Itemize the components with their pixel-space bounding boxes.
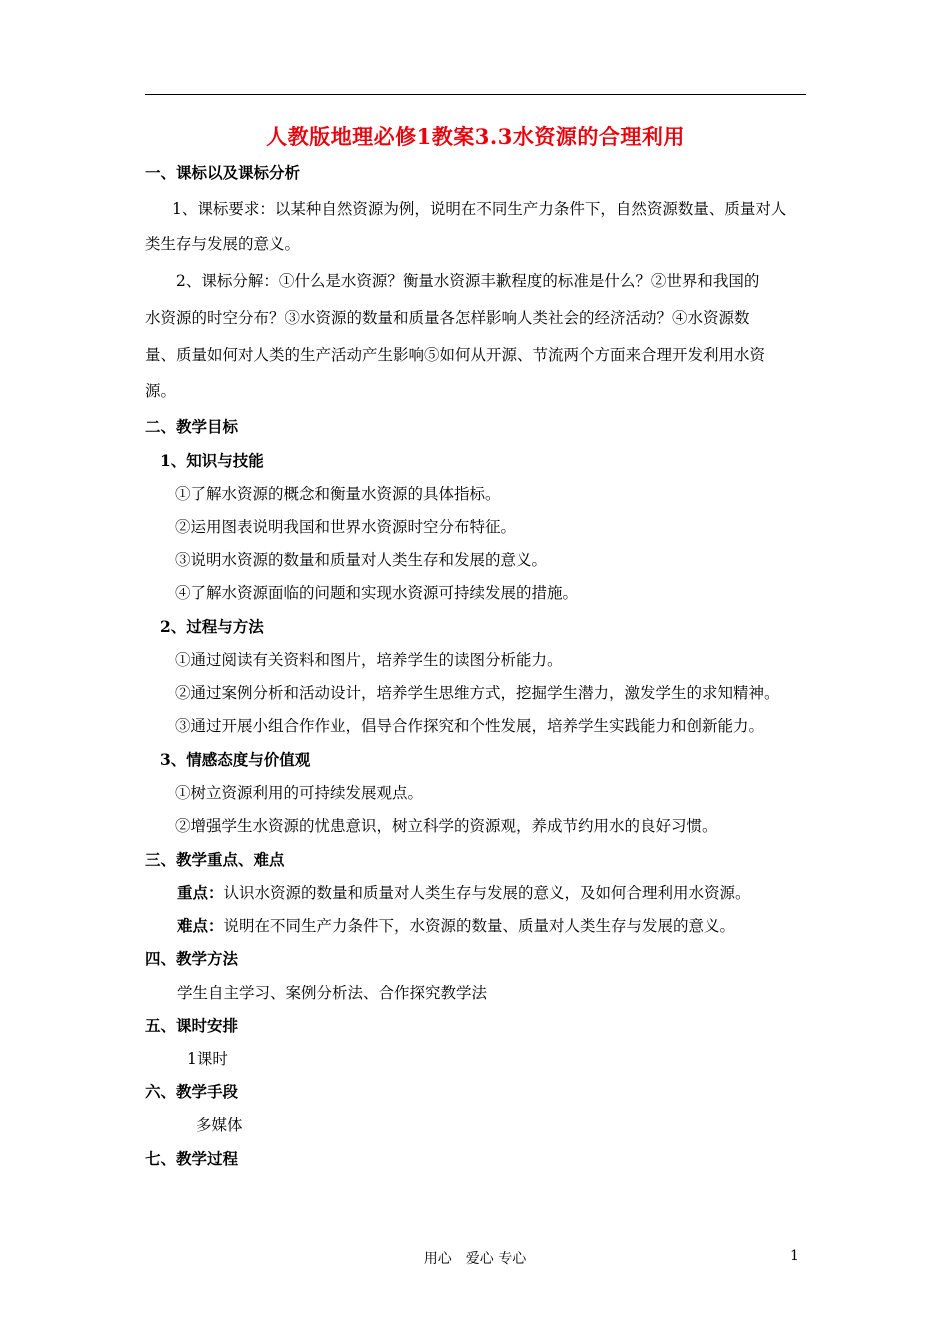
key-text: 认识水资源的数量和质量对人类生存与发展的意义，及如何合理利用水资源。 [223,884,751,902]
s3-difficult-point [177,916,840,936]
difficult-label: 难点： [177,916,224,935]
s5-text: 1课时 [187,1050,228,1068]
s2-m1: ①通过阅读有关资料和图片，培养学生的读图分析能力。 [175,651,563,669]
s1-p2-line3: 量、质量如何对人类的生产活动产生影响⑤如何从开源、节流两个方面来合理开发利用水资 [145,346,766,364]
s2-k4: ④了解水资源面临的问题和实现水资源可持续发展的措施。 [175,584,579,602]
s6-text: 多媒体 [196,1116,243,1134]
header-rule [145,94,806,95]
section-7-heading: 七、教学过程 [145,1149,239,1168]
s2-e1: ①树立资源利用的可持续发展观点。 [175,784,424,802]
s2-m2: ②通过案例分析和活动设计，培养学生思维方式，挖掘学生潜力，激发学生的求知精神。 [175,684,780,702]
page-number: 1 [790,1248,799,1264]
s2-e2: ②增强学生水资源的忧患意识，树立科学的资源观，养成节约用水的良好习惯。 [175,817,718,835]
difficult-text: 说明在不同生产力条件下，水资源的数量、质量对人类生存与发展的意义。 [223,917,736,935]
s1-p2-line4: 源。 [145,382,177,400]
s3-key-point [177,883,840,903]
s1-p1-line1: 1、课标要求：以某种自然资源为例，说明在不同生产力条件下，自然资源数量、质量对人 [172,200,787,218]
s2-k3: ③说明水资源的数量和质量对人类生存和发展的意义。 [175,551,548,569]
s2-knowledge-heading: 1、知识与技能 [160,451,264,470]
s2-k1: ①了解水资源的概念和衡量水资源的具体指标。 [175,485,501,503]
s2-emotion-heading: 3、情感态度与价值观 [160,750,311,769]
s4-text: 学生自主学习、案例分析法、合作探究教学法 [177,984,488,1002]
section-1-heading: 一、课标以及课标分析 [145,163,301,182]
key-label: 重点： [177,883,224,902]
section-4-heading: 四、教学方法 [145,949,239,968]
s2-method-heading: 2、过程与方法 [160,617,264,636]
s2-m3: ③通过开展小组合作作业，倡导合作探究和个性发展，培养学生实践能力和创新能力。 [175,717,765,735]
s1-p1-line2: 类生存与发展的意义。 [145,235,301,253]
document-title: 人教版地理必修1教案3.3水资源的合理利用 [266,124,685,149]
section-5-heading: 五、课时安排 [145,1016,239,1035]
s2-k2: ②运用图表说明我国和世界水资源时空分布特征。 [175,518,517,536]
section-6-heading: 六、教学手段 [145,1082,239,1101]
s1-p2-line1: 2、课标分解：①什么是水资源？衡量水资源丰歉程度的标准是什么？②世界和我国的 [176,272,760,290]
section-3-heading: 三、教学重点、难点 [145,850,285,869]
section-2-heading: 二、教学目标 [145,417,239,436]
footer-motto: 用心 爱心 专心 [423,1251,527,1267]
s1-p2-line2: 水资源的时空分布？③水资源的数量和质量各怎样影响人类社会的经济活动？④水资源数 [145,309,750,327]
